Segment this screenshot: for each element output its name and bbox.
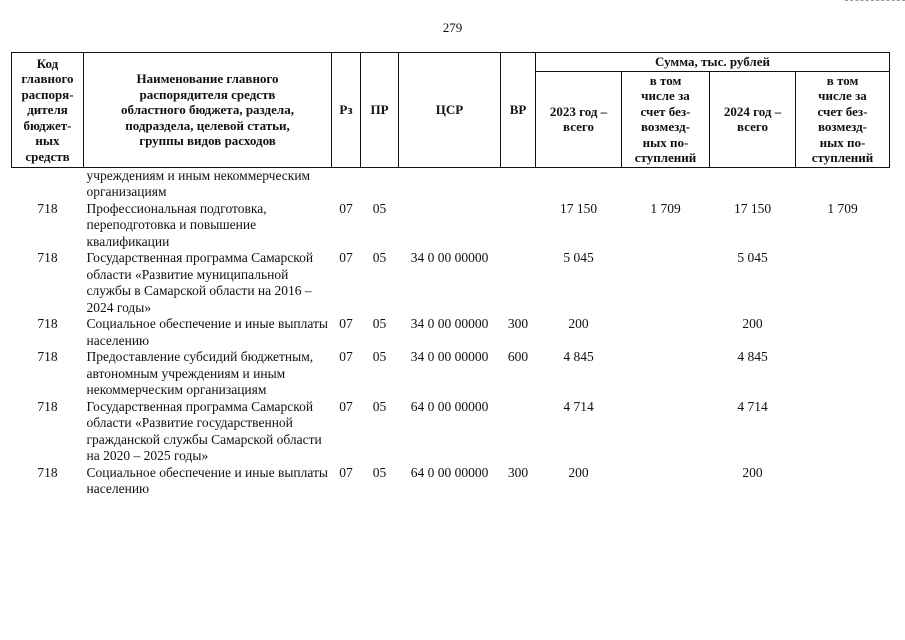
- row-total-2024: 5 045: [737, 250, 768, 265]
- row-vr: [501, 201, 536, 251]
- row-total-2023: 200: [568, 464, 589, 480]
- row-csr: 34 0 00 00000: [410, 316, 489, 331]
- row-csr: 34 0 00 00000: [410, 250, 489, 265]
- table-row: [12, 167, 890, 201]
- scan-edge-mark: [845, 0, 905, 4]
- row-pr: 05: [372, 349, 387, 364]
- row-code: 718: [37, 316, 58, 331]
- row-gratis-2024: [796, 465, 890, 498]
- row-name: Профессиональная подготовка, переподготовка и повышение квалификации: [86, 200, 267, 249]
- row-gratis-2024: 1 709: [827, 200, 858, 216]
- row-code: 718: [37, 398, 58, 414]
- row-pr: 05: [372, 250, 387, 265]
- row-total-2024: 200: [742, 316, 763, 331]
- row-rz: 07: [339, 316, 353, 331]
- row-pr: 05: [372, 464, 387, 480]
- header-total-2023: 2023 год – всего: [536, 71, 622, 167]
- row-total-2024: 200: [742, 464, 763, 480]
- row-total-2024: 17 150: [733, 200, 772, 216]
- row-total-2023: 17 150: [559, 200, 598, 216]
- row-total-2024: 4 714: [737, 398, 768, 414]
- row-csr: 64 0 00 00000: [410, 398, 489, 414]
- row-vr: 300: [507, 464, 529, 480]
- row-pr: [361, 167, 399, 201]
- row-pr: 05: [372, 316, 387, 331]
- row-code: 718: [37, 464, 58, 480]
- row-gratis-2024: [796, 250, 890, 316]
- row-gratis-2023: [622, 250, 710, 316]
- header-gratis-2024: в том числе за счет без- возмезд- ных по- ступлений: [796, 71, 890, 167]
- row-total-2023: 4 845: [563, 349, 594, 364]
- table-row: [12, 316, 890, 349]
- row-rz: 07: [339, 349, 353, 364]
- table-row: [12, 250, 890, 316]
- row-csr: [399, 167, 501, 201]
- row-gratis-2023: [622, 167, 710, 201]
- row-gratis-2023: [622, 465, 710, 498]
- row-gratis-2023: 1 709: [650, 200, 681, 216]
- row-pr: 05: [372, 398, 387, 414]
- row-gratis-2023: [622, 316, 710, 349]
- row-csr: 34 0 00 00000: [410, 349, 489, 364]
- row-total-2024: [710, 167, 796, 201]
- header-csr: ЦСР: [399, 53, 501, 168]
- row-gratis-2024: [796, 316, 890, 349]
- row-name: Предоставление субсидий бюджетным, автономным учреждениям и иным некоммерческим организациям: [86, 349, 314, 397]
- header-total-2024: 2024 год – всего: [710, 71, 796, 167]
- row-rz: 07: [339, 250, 353, 265]
- row-name: Государственная программа Самарской области «Развитие государственной гражданской службы Самарской области на 2020 – 2025 годы»: [86, 398, 322, 463]
- row-code: 718: [37, 349, 58, 364]
- header-sum-group: Сумма, тыс. рублей: [536, 53, 890, 72]
- budget-table: [11, 52, 890, 498]
- row-gratis-2023: [622, 399, 710, 465]
- row-total-2023: 5 045: [563, 250, 594, 265]
- row-csr: 64 0 00 00000: [410, 464, 489, 480]
- row-code: 718: [37, 200, 58, 216]
- row-gratis-2024: [796, 349, 890, 399]
- row-code: [12, 167, 84, 201]
- row-name: учреждениям и иным некоммерческим организациям: [86, 167, 311, 199]
- row-total-2023: [536, 167, 622, 201]
- row-gratis-2024: [796, 167, 890, 201]
- header-code: Код главного распоря- дителя бюджет- ных средств: [12, 53, 84, 168]
- header-name: Наименование главного распорядителя средств областного бюджета, раздела, подраздела, целевой статьи, группы видов расходов: [84, 53, 332, 168]
- table-row: [12, 465, 890, 498]
- header-pr: ПР: [361, 53, 399, 168]
- table-row: [12, 399, 890, 465]
- row-name: Социальное обеспечение и иные выплаты населению: [86, 464, 328, 496]
- row-name: Социальное обеспечение и иные выплаты населению: [86, 316, 328, 348]
- table-row: [12, 349, 890, 399]
- row-vr: 600: [507, 349, 529, 364]
- table-body: [12, 167, 890, 498]
- row-total-2024: 4 845: [737, 349, 768, 364]
- header-rz: Рз: [332, 53, 361, 168]
- row-pr: 05: [372, 200, 387, 216]
- row-rz: 07: [339, 398, 353, 414]
- row-gratis-2024: [796, 399, 890, 465]
- row-rz: 07: [339, 200, 353, 216]
- row-rz: [332, 167, 361, 201]
- table-row: [12, 201, 890, 251]
- row-total-2023: 4 714: [563, 398, 594, 414]
- row-vr: [501, 399, 536, 465]
- row-total-2023: 200: [568, 316, 589, 331]
- row-code: 718: [37, 250, 58, 265]
- header-gratis-2023: в том числе за счет без- возмезд- ных по- ступлений: [622, 71, 710, 167]
- row-vr: [501, 167, 536, 201]
- row-rz: 07: [339, 464, 353, 480]
- row-gratis-2023: [622, 349, 710, 399]
- row-csr: [399, 201, 501, 251]
- page-number: 279: [442, 20, 463, 35]
- row-name: Государственная программа Самарской области «Развитие муниципальной службы в Самарской области на 2016 – 2024 годы»: [86, 250, 314, 315]
- header-vr: ВР: [501, 53, 536, 168]
- row-vr: [501, 250, 536, 316]
- row-vr: 300: [507, 316, 529, 331]
